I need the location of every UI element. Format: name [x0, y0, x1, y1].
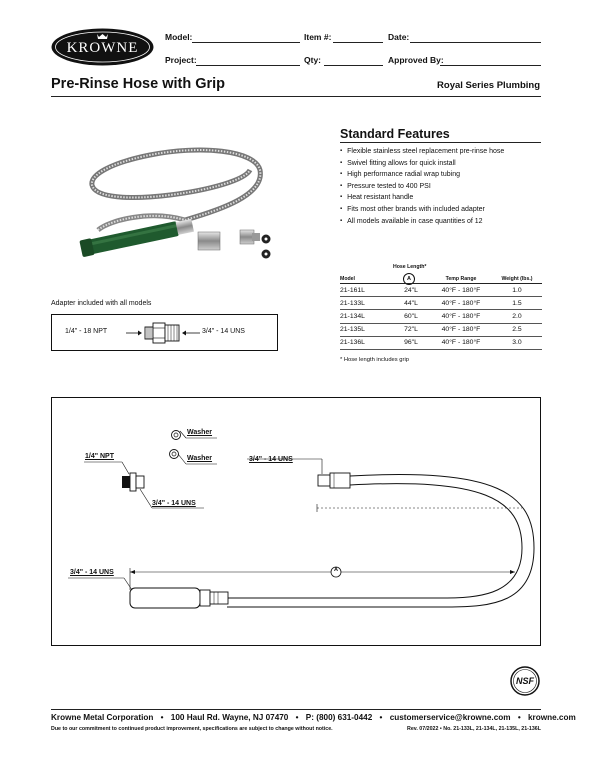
feature-item: ▪ High performance radial wrap tubing	[340, 169, 550, 181]
hose-length-header: Hose Length*	[393, 264, 427, 270]
item-label: Item #:	[304, 32, 332, 42]
footer-revision: Rev. 07/2022 • No. 21-133L, 21-134L, 21-135L, 21-136L	[407, 726, 541, 732]
feature-item: ▪ Swivel fitting allows for quick install	[340, 158, 550, 170]
series-name: Royal Series Plumbing	[437, 80, 540, 91]
adapter-diagram-box	[51, 314, 278, 351]
cell-temp: 40°F - 180°F	[430, 336, 492, 349]
hose-product-image	[70, 140, 280, 270]
uns-left-label: 3/4" - 14 UNS	[70, 569, 114, 576]
cell-model: 21-134L	[340, 310, 392, 323]
cell-length: 44"L	[392, 297, 430, 310]
footer-disclaimer: Due to our commitment to continued product improvement, specifications are subject to change without notice.	[51, 726, 333, 732]
footer-company: Krowne Metal Corporation	[51, 713, 154, 722]
table-row	[340, 336, 542, 349]
brand-name: KROWNE	[66, 40, 139, 56]
table-footnote: * Hose length includes grip	[340, 357, 409, 363]
uns-small-label: 3/4" - 14 UNS	[152, 500, 196, 507]
hose-line-drawing	[52, 398, 542, 647]
cell-length: 24"L	[392, 284, 430, 297]
washer-label-2: Washer	[187, 455, 213, 462]
header-weight: Weight (lbs.)	[492, 276, 542, 284]
footer-contact: Krowne Metal Corporation • 100 Haul Rd. Wayne, NJ 07470 • P: (800) 631-0442 • customerservice@krowne.com • krowne.com	[51, 713, 576, 722]
table-row	[340, 284, 542, 297]
footer-divider	[51, 709, 541, 710]
technical-drawing-box	[51, 397, 541, 646]
standard-features-title: Standard Features	[340, 127, 450, 141]
header-length	[392, 276, 430, 284]
feature-item: ▪ Pressure tested to 400 PSI	[340, 181, 550, 193]
cell-weight: 3.0	[492, 336, 542, 349]
project-field[interactable]	[196, 56, 300, 66]
callout-a-circle: A	[403, 273, 415, 285]
npt-label: 1/4" NPT	[85, 453, 114, 460]
cell-temp: 40°F - 180°F	[430, 310, 492, 323]
cell-temp: 40°F - 180°F	[430, 323, 492, 336]
feature-item: ▪ Fits most other brands with included adapter	[340, 204, 550, 216]
item-field[interactable]	[333, 33, 383, 43]
qty-label: Qty:	[304, 55, 321, 65]
nsf-text: NSF	[516, 676, 534, 686]
cell-temp: 40°F - 180°F	[430, 297, 492, 310]
table-row	[340, 297, 542, 310]
model-label: Model:	[165, 32, 193, 42]
features-divider	[340, 142, 541, 143]
footer-address: 100 Haul Rd. Wayne, NJ 07470	[170, 713, 289, 722]
cell-length: 96"L	[392, 336, 430, 349]
cell-temp: 40°F - 180°F	[430, 284, 492, 297]
cell-weight: 1.5	[492, 297, 542, 310]
table-row	[340, 323, 542, 336]
cell-model: 21-135L	[340, 323, 392, 336]
nsf-certification-mark	[510, 666, 540, 696]
header-model: Model	[340, 276, 392, 284]
table-row	[340, 310, 542, 323]
washer-label-1: Washer	[187, 429, 213, 436]
footer-email[interactable]: customerservice@krowne.com	[389, 713, 511, 722]
table-header-row	[340, 276, 542, 284]
cell-weight: 2.0	[492, 310, 542, 323]
cell-weight: 2.5	[492, 323, 542, 336]
adapter-caption: Adapter included with all models	[51, 300, 152, 307]
uns-top-label: 3/4" - 14 UNS	[249, 456, 293, 463]
feature-item: ▪ Flexible stainless steel replacement pre-rinse hose	[340, 146, 550, 158]
feature-item: ▪ Heat resistant handle	[340, 192, 550, 204]
date-label: Date:	[388, 32, 410, 42]
project-label: Project:	[165, 55, 197, 65]
cell-model: 21-136L	[340, 336, 392, 349]
cell-model: 21-133L	[340, 297, 392, 310]
adapter-fitting-graphic	[52, 315, 279, 352]
approved-field[interactable]	[440, 56, 541, 66]
adapter-right-label: 3/4" - 14 UNS	[202, 328, 245, 335]
date-field[interactable]	[410, 33, 541, 43]
model-field[interactable]	[192, 33, 300, 43]
dimension-callout-a: A	[334, 567, 338, 573]
footer-phone: P: (800) 631-0442	[305, 713, 373, 722]
krowne-logo	[51, 28, 154, 66]
footer-website[interactable]: krowne.com	[527, 713, 576, 722]
cell-weight: 1.0	[492, 284, 542, 297]
adapter-left-label: 1/4" - 18 NPT	[65, 328, 108, 335]
features-list	[340, 146, 550, 227]
cell-model: 21-161L	[340, 284, 392, 297]
title-divider	[51, 96, 541, 97]
cell-length: 60"L	[392, 310, 430, 323]
header-temp: Temp Range	[430, 276, 492, 284]
cell-length: 72"L	[392, 323, 430, 336]
feature-item: ▪ All models available in case quantities of 12	[340, 216, 550, 228]
qty-field[interactable]	[324, 56, 383, 66]
footer-fineprint	[51, 726, 541, 732]
approved-label: Approved By:	[388, 55, 444, 65]
page-title: Pre-Rinse Hose with Grip	[51, 76, 226, 92]
spec-table	[340, 276, 542, 350]
